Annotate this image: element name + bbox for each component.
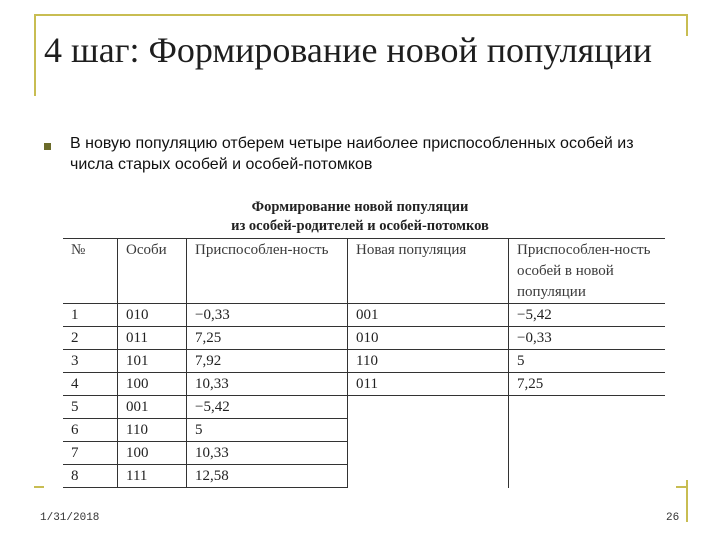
cell-fitness: 7,92 — [187, 350, 348, 373]
cell-fitness: 10,33 — [187, 373, 348, 396]
cell-new-fitness — [509, 442, 666, 465]
cell-fitness: 10,33 — [187, 442, 348, 465]
cell-individual: 100 — [118, 373, 187, 396]
cell-fitness: 12,58 — [187, 465, 348, 488]
cell-new-individual — [348, 396, 509, 419]
cell-individual: 010 — [118, 304, 187, 327]
cell-new-fitness: 5 — [509, 350, 666, 373]
frame-line-top — [34, 14, 686, 16]
frame-dash-left — [34, 486, 44, 488]
cell-new-individual: 011 — [348, 373, 509, 396]
frame-line-right-top — [686, 14, 688, 36]
table-row — [63, 465, 665, 488]
table-row — [63, 327, 665, 350]
slide-date: 1/31/2018 — [40, 512, 100, 524]
cell-number: 5 — [63, 396, 118, 419]
cell-number: 4 — [63, 373, 118, 396]
cell-number: 3 — [63, 350, 118, 373]
header-number: № — [63, 239, 118, 304]
table-row — [63, 396, 665, 419]
cell-new-fitness: −0,33 — [509, 327, 666, 350]
cell-new-individual: 001 — [348, 304, 509, 327]
table-row — [63, 419, 665, 442]
cell-number: 8 — [63, 465, 118, 488]
frame-line-left — [34, 14, 36, 96]
header-individuals: Особи — [118, 239, 187, 304]
cell-new-individual — [348, 442, 509, 465]
slide-page-number: 26 — [666, 512, 680, 524]
cell-new-individual — [348, 419, 509, 442]
table-caption-line1: Формирование новой популяции — [251, 199, 469, 215]
cell-new-fitness — [509, 465, 666, 488]
cell-individual: 100 — [118, 442, 187, 465]
cell-individual: 001 — [118, 396, 187, 419]
cell-number: 2 — [63, 327, 118, 350]
header-new-population: Новая популяция — [348, 239, 509, 304]
cell-fitness: 5 — [187, 419, 348, 442]
table-caption-line2: из особей-родителей и особей-потомков — [231, 218, 489, 234]
slide-title: 4 шаг: Формирование новой популяции — [44, 30, 652, 70]
cell-new-individual: 110 — [348, 350, 509, 373]
table-row — [63, 442, 665, 465]
cell-fitness: −5,42 — [187, 396, 348, 419]
cell-number: 7 — [63, 442, 118, 465]
cell-new-fitness — [509, 396, 666, 419]
cell-new-individual: 010 — [348, 327, 509, 350]
cell-new-fitness: −5,42 — [509, 304, 666, 327]
cell-individual: 110 — [118, 419, 187, 442]
population-table — [63, 238, 665, 488]
frame-line-right-bottom — [686, 480, 688, 522]
cell-new-individual — [348, 465, 509, 488]
cell-number: 1 — [63, 304, 118, 327]
cell-fitness: −0,33 — [187, 304, 348, 327]
bullet-square-icon — [44, 143, 51, 150]
cell-number: 6 — [63, 419, 118, 442]
cell-new-fitness: 7,25 — [509, 373, 666, 396]
cell-individual: 111 — [118, 465, 187, 488]
table-header-row — [63, 239, 665, 304]
header-fitness: Приспособлен-ность — [187, 239, 348, 304]
cell-new-fitness — [509, 419, 666, 442]
bullet-text: В новую популяцию отберем четыре наиболее приспособленных особей из числа старых особей и особей-потомков — [70, 135, 634, 173]
cell-individual: 011 — [118, 327, 187, 350]
header-new-fitness: Приспособлен-ность особей в новой популяции — [509, 239, 666, 304]
cell-fitness: 7,25 — [187, 327, 348, 350]
table-row — [63, 304, 665, 327]
table-row — [63, 350, 665, 373]
frame-dash-right — [676, 486, 686, 488]
cell-individual: 101 — [118, 350, 187, 373]
table-row — [63, 373, 665, 396]
